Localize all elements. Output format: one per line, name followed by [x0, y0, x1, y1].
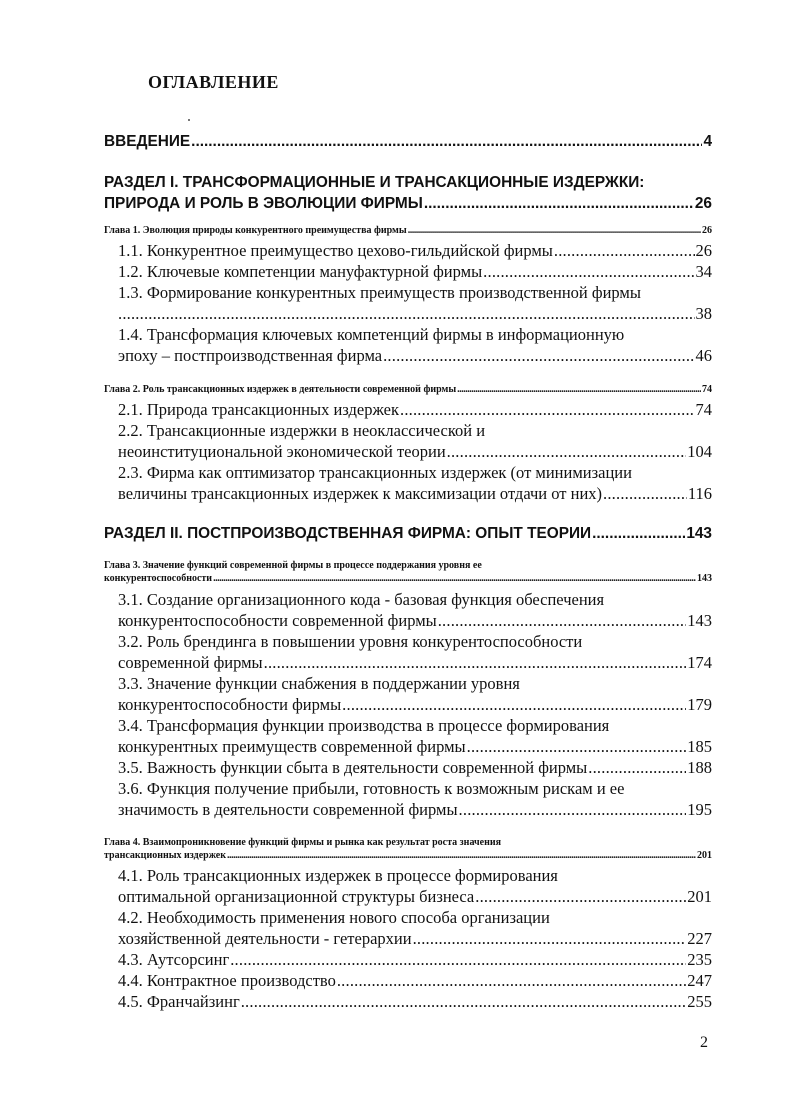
toc-chapter-4-line1: Глава 4. Взаимопроникновение функций фирмы и рынка как результат роста значения — [104, 837, 502, 848]
toc-item: 4.5. Франчайзинг ..... 255 — [104, 991, 712, 1012]
toc-item-line1: 4.1. Роль трансакционных издержек в процессе формирования — [118, 866, 558, 885]
toc-chapter-1-label: Глава 1. Эволюция природы конкурентного преимущества фирмы — [104, 225, 407, 236]
toc-section-2-label: РАЗДЕЛ II. ПОСТПРОИЗВОДСТВЕННАЯ ФИРМА: ОПЫТ ТЕОРИИ — [104, 525, 592, 542]
toc-chapter-1-items — [104, 240, 712, 366]
toc-item: хозяйственной деятельности - гетерархии ..... 227 — [104, 928, 712, 949]
toc-chapter-4-items — [104, 865, 712, 1012]
toc-item-line1: 3.4. Трансформация функции производства в процессе формирования — [118, 716, 610, 735]
toc-section-1-page: 26 — [694, 195, 712, 212]
toc-item: ..... 38 — [104, 303, 712, 324]
toc-intro-label: ВВЕДЕНИЕ — [104, 133, 191, 150]
toc-item: 1.1. Конкурентное преимущество цехово-гильдийской фирмы ..... 26 — [104, 240, 712, 261]
toc-item: 4.3. Аутсорсинг ..... 235 — [104, 949, 712, 970]
page-number: 2 — [700, 1034, 708, 1051]
toc-chapter-2-items — [104, 399, 712, 504]
toc-item-line1: 3.1. Создание организационного кода - базовая функция обеспечения — [118, 590, 605, 609]
toc-intro-page: 4 — [703, 133, 712, 150]
toc-item: неоинституциональной экономической теории ..... 104 — [104, 441, 712, 462]
toc-item: конкурентоспособности современной фирмы ..... 143 — [104, 610, 712, 631]
toc-item: конкурентоспособности фирмы ..... 179 — [104, 694, 712, 715]
toc-item-line1: 3.6. Функция получение прибыли, готовность к возможным рискам и ее — [118, 779, 625, 798]
toc-section-2 — [104, 523, 712, 544]
toc-intro — [104, 131, 712, 152]
toc-item: 3.5. Важность функции сбыта в деятельности современной фирмы ..... 188 — [104, 757, 712, 778]
toc-item-line1: 4.2. Необходимость применения нового способа организации — [118, 908, 550, 927]
toc-item-line1: 1.4. Трансформация ключевых компетенций фирмы в информационную — [118, 325, 625, 344]
toc-chapter-4 — [104, 836, 712, 862]
toc-section-2-page: 143 — [686, 525, 712, 542]
toc-chapter-3-line1: Глава 3. Значение функций современной фирмы в процессе поддержания уровня ее — [104, 560, 482, 571]
toc-item: эпоху – постпроизводственная фирма ..... 46 — [104, 345, 712, 366]
toc-chapter-3 — [104, 559, 712, 585]
toc-section-1 — [104, 172, 712, 214]
toc-item: конкурентных преимуществ современной фирмы ..... 185 — [104, 736, 712, 757]
toc-chapter-4-line2: трансакционных издержек — [104, 850, 227, 861]
toc-chapter-4-page: 201 — [697, 850, 712, 861]
toc-item: 1.2. Ключевые компетенции мануфактурной фирмы ..... 34 — [104, 261, 712, 282]
toc-chapter-3-line2: конкурентоспособности — [104, 573, 213, 584]
toc-item: величины трансакционных издержек к максимизации отдачи от них) ..... 116 — [104, 483, 712, 504]
toc-chapter-3-items — [104, 589, 712, 820]
toc-item-line1: 2.3. Фирма как оптимизатор трансакционных издержек (от минимизации — [118, 463, 632, 482]
toc-chapter-2-label: Глава 2. Роль трансакционных издержек в деятельности современной фирмы — [104, 384, 457, 395]
toc-item: 2.1. Природа трансакционных издержек ..... 74 — [104, 399, 712, 420]
toc-item-line1: 3.2. Роль брендинга в повышении уровня конкурентоспособности — [118, 632, 583, 651]
toc-chapter-2-page: 74 — [702, 384, 712, 395]
toc-chapter-1-page: 26 — [702, 225, 712, 236]
toc-chapter-3-page: 143 — [697, 573, 712, 584]
toc-chapter-1 — [104, 224, 712, 237]
toc-item: значимость в деятельности современной фирмы ..... 195 — [104, 799, 712, 820]
page-title: ОГЛАВЛЕНИЕ — [148, 72, 279, 92]
toc-item-line1: 2.2. Трансакционные издержки в неоклассической и — [118, 421, 486, 440]
toc-item: 4.4. Контрактное производство ..... 247 — [104, 970, 712, 991]
toc-item-line1: 1.3. Формирование конкурентных преимуществ производственной фирмы — [118, 283, 641, 302]
toc-item-line1: 3.3. Значение функции снабжения в поддержании уровня — [118, 674, 520, 693]
toc-section-1-line2: ПРИРОДА И РОЛЬ В ЭВОЛЮЦИИ ФИРМЫ — [104, 195, 423, 212]
toc-item: современной фирмы ..... 174 — [104, 652, 712, 673]
toc-item: оптимальной организационной структуры бизнеса ..... 201 — [104, 886, 712, 907]
scan-speck — [188, 119, 190, 121]
toc-chapter-2 — [104, 383, 712, 396]
toc-section-1-line1: РАЗДЕЛ I. ТРАНСФОРМАЦИОННЫЕ И ТРАНСАКЦИОННЫЕ ИЗДЕРЖКИ: — [104, 174, 645, 191]
